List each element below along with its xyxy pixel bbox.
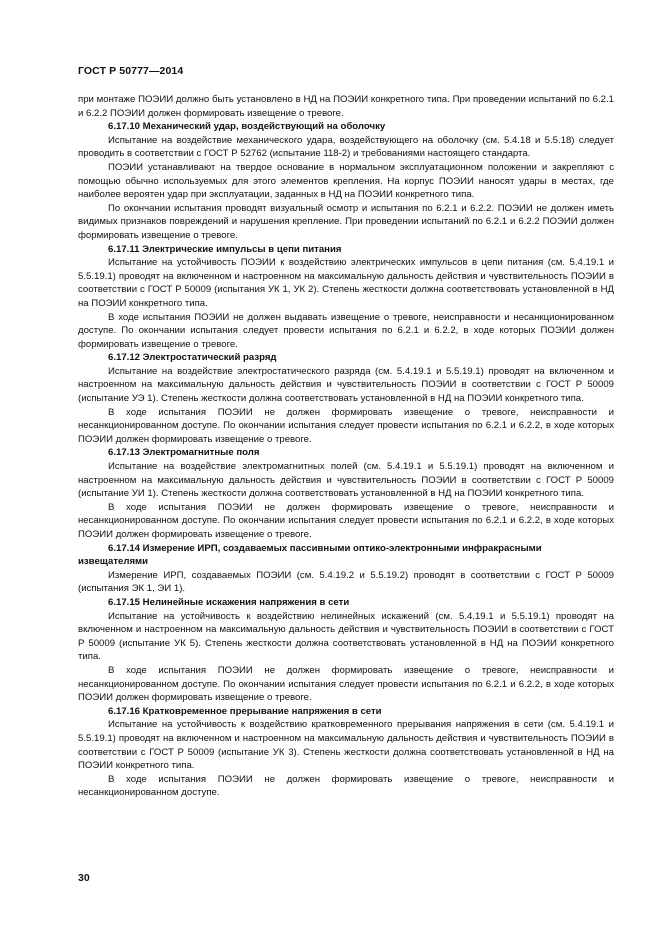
section-heading: 6.17.10 Механический удар, воздействующий на оболочку [108, 121, 386, 133]
section-heading: 6.17.14 Измерение ИРП, создаваемых пассивными оптико-электронными инфракрасными извещателями [78, 542, 542, 568]
body-paragraph: Испытание на устойчивость к воздействию кратковременного прерывания напряжения в сети (см. 5.4.19.1 и 5.5.19.1) проводят на включенном и настроенном на максимальную дальность действия и чувствительность ПОЭИИ в соответствии с ГОСТ Р 50009 (испытание УК 3). Степень жесткости должна соответствовать установленной в НД на ПОЭИИ конкретного типа. [78, 719, 614, 772]
body-paragraph: Испытание на устойчивость к воздействию нелинейных искажений (см. 5.4.19.1 и 5.5.19.1) проводят на включенном и настроенном на максимальную дальность действия и чувствительность ПОЭИИ в соответствии с ГОСТ Р 50009 (испытание УК 5). Степень жесткости должна соответствовать установленной в НД на ПОЭИИ конкретного типа. [78, 610, 614, 663]
section-heading: 6.17.12 Электростатический разряд [108, 352, 277, 364]
body-paragraph: В ходе испытания ПОЭИИ не должен выдавать извещение о тревоге, неисправности и несанкционированном доступе. По окончании испытания следует провести испытания по 6.2.1 и 6.2.2, в ходе которых ПОЭИИ должен формировать извещение о тревоге. [78, 311, 614, 350]
section-heading: 6.17.16 Кратковременное прерывание напряжения в сети [108, 705, 382, 717]
body-paragraph: В ходе испытания ПОЭИИ не должен формировать извещение о тревоге, неисправности и несанкционированном доступе. По окончании испытания следует провести испытания по 6.2.1 и 6.2.2, в ходе которых ПОЭИИ должен формировать извещение о тревоге. [78, 406, 614, 445]
section-heading: 6.17.15 Нелинейные искажения напряжения в сети [108, 596, 350, 608]
standard-header: ГОСТ Р 50777—2014 [78, 65, 184, 77]
body-paragraph: В ходе испытания ПОЭИИ не должен формировать извещение о тревоге, неисправности и несанкционированном доступе. По окончании испытания следует провести испытания по 6.2.1 и 6.2.2, в ходе которых ПОЭИИ должен формировать извещение о тревоге. [78, 664, 614, 704]
document-body [78, 93, 614, 800]
body-paragraph: Измерение ИРП, создаваемых ПОЭИИ (см. 5.4.19.2 и 5.5.19.2) проводят в соответствии с ГОСТ Р 50009 (испытания ЭК 1, ЭИ 1). [78, 569, 614, 595]
body-paragraph: ПОЭИИ устанавливают на твердое основание в нормальном эксплуатационном положении и закрепляют с помощью обычно используемых для этого элементов крепления. На корпус ПОЭИИ наносят удары в местах, где наиболее вероятен удар при эксплуатации, заданных в НД на ПОЭИИ конкретного типа. [78, 161, 614, 201]
body-paragraph: Испытание на устойчивость ПОЭИИ к воздействию электрических импульсов в цепи питания (см. 5.4.19.1 и 5.5.19.1) проводят на включенном и настроенном на максимальную дальность действия и чувствительность ПОЭИИ в соответствии с ГОСТ Р 50009 (испытания УК 1, УК 2). Степень жесткости должна соответствовать установленной в НД на ПОЭИИ конкретного типа. [78, 257, 614, 309]
body-paragraph: В ходе испытания ПОЭИИ не должен формировать извещение о тревоге, неисправности и несанкционированном доступе. По окончании испытания следует провести испытания по 6.2.1 и 6.2.2, в ходе которых ПОЭИИ должен формировать извещение о тревоге. [78, 501, 614, 540]
body-paragraph: Испытание на воздействие электростатического разряда (см. 5.4.19.1 и 5.5.19.1) проводят на включенном и настроенном на максимальную дальность действия и чувствительность ПОЭИИ в соответствии с ГОСТ Р 50009 (испытание УЭ 1). Степень жесткости должна соответствовать установленной в НД на ПОЭИИ конкретного типа. [78, 365, 614, 405]
body-paragraph: Испытание на воздействие электромагнитных полей (см. 5.4.19.1 и 5.5.19.1) проводят на включенном и настроенном на максимальную дальность действия и чувствительность ПОЭИИ в соответствии с ГОСТ Р 50009 (испытание УИ 1). Степень жесткости должна соответствовать установленной в НД на ПОЭИИ конкретного типа. [78, 461, 614, 500]
section-heading: 6.17.11 Электрические импульсы в цепи питания [108, 243, 342, 255]
body-paragraph: По окончании испытания проводят визуальный осмотр и испытания по 6.2.1 и 6.2.2. ПОЭИИ не должен иметь видимых признаков повреждений и нарушения крепление. При проведении испытаний по 6.2.1 и 6.2.2 ПОЭИИ должен формировать извещение о тревоге. [78, 202, 614, 241]
body-paragraph: при монтаже ПОЭИИ должно быть установлено в НД на ПОЭИИ конкретного типа. При проведении испытаний по 6.2.1 и 6.2.2 ПОЭИИ должен формировать извещение о тревоге. [78, 94, 614, 119]
body-paragraph: В ходе испытания ПОЭИИ не должен формировать извещение о тревоге, неисправности и несанкционированном доступе. [78, 773, 614, 799]
page-number: 30 [78, 872, 90, 884]
body-paragraph: Испытание на воздействие механического удара, воздействующего на оболочку (см. 5.4.18 и 5.5.18) следует проводить в соответствии с ГОСТ Р 52762 (испытание 118-2) и требованиями настоящего стандарта. [78, 134, 614, 160]
section-heading: 6.17.13 Электромагнитные поля [108, 447, 260, 459]
